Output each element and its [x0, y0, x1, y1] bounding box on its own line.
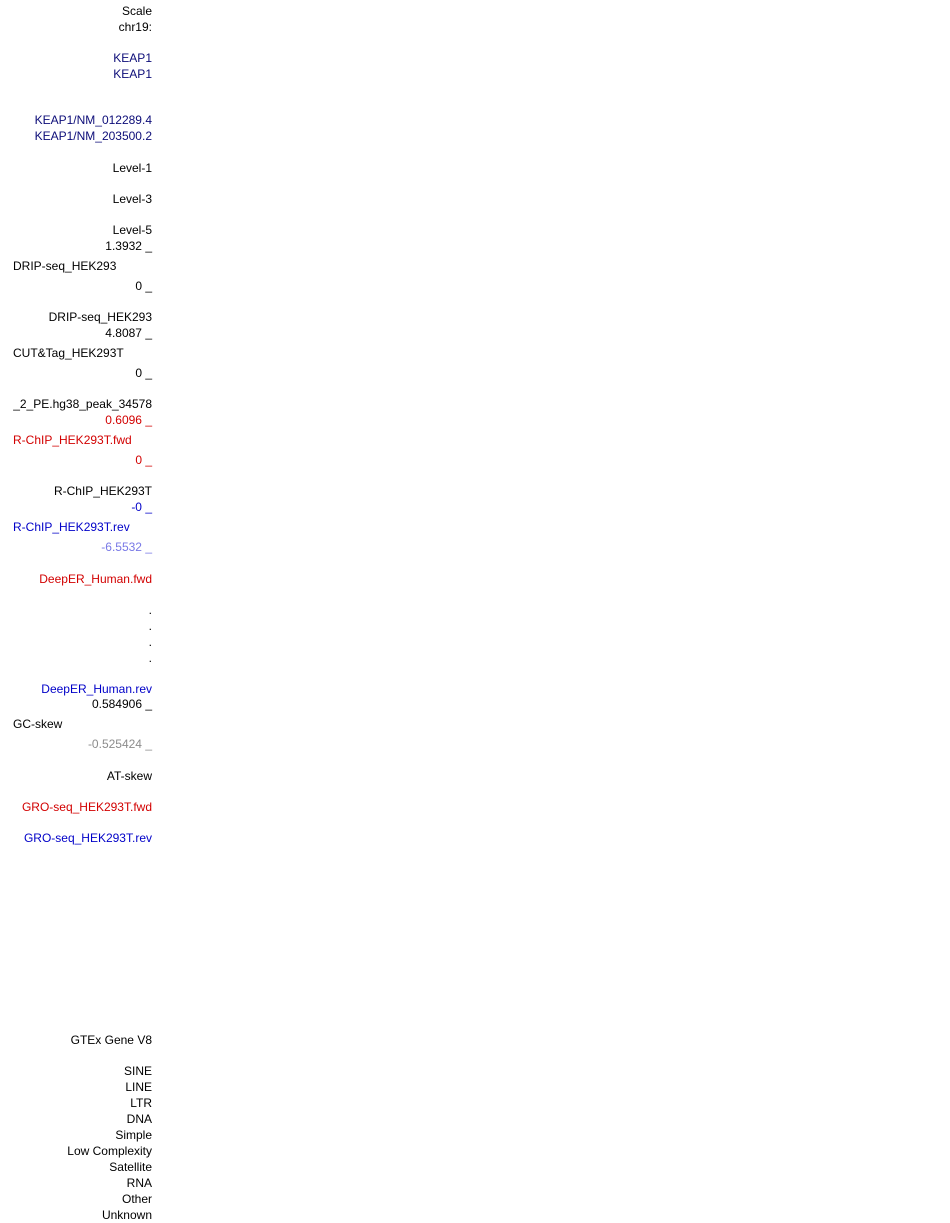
deeper-dot: .	[148, 651, 152, 665]
repeat-class-label: DNA	[126, 1112, 152, 1126]
transcript-label-2[interactable]: KEAP1/NM_203500.2	[34, 129, 152, 143]
rchip-fwd-track-label[interactable]: R-ChIP_HEK293T.fwd	[13, 433, 132, 447]
deeper-fwd-track-label[interactable]: DeepER_Human.fwd	[39, 572, 152, 586]
repeat-class-label: Unknown	[101, 1208, 152, 1222]
at-skew-track-label[interactable]: AT-skew	[106, 769, 152, 783]
repeat-class-label: LTR	[130, 1096, 152, 1110]
drip-max-value: 1.3932 _	[105, 239, 152, 253]
groseq-rev-track-label[interactable]: GRO-seq_HEK293T.rev	[23, 831, 152, 845]
rchip-fwd-min-value: 0 _	[135, 453, 152, 467]
repeat-class-label: Low Complexity	[67, 1144, 152, 1158]
gc-skew-track-label[interactable]: GC-skew	[13, 717, 63, 731]
repeat-class-label: SINE	[123, 1064, 152, 1078]
drip-min-value: 0 _	[135, 279, 152, 293]
transcript-label-1[interactable]: KEAP1/NM_012289.4	[34, 113, 152, 127]
repeat-class-label: LINE	[125, 1080, 152, 1094]
gc-skew-max-value: 0.584906 _	[91, 697, 152, 711]
deeper-rev-track-label[interactable]: DeepER_Human.rev	[41, 682, 152, 696]
cuttag-max-value: 4.8087 _	[105, 326, 152, 340]
deeper-dot: .	[148, 603, 152, 617]
rchip-rev-min-value: -6.5532 _	[101, 540, 152, 554]
level-1-label: Level-1	[112, 161, 152, 175]
chrom-label: chr19:	[118, 20, 152, 34]
scale-label: Scale	[121, 4, 152, 18]
deeper-dot: .	[148, 619, 152, 633]
rchip-track-label[interactable]: R-ChIP_HEK293T	[53, 484, 152, 498]
cuttag-min-value: 0 _	[135, 366, 152, 380]
gc-skew-min-value: -0.525424 _	[87, 737, 152, 751]
gtex-track-label[interactable]: GTEx Gene V8	[70, 1033, 152, 1047]
repeat-class-label: RNA	[126, 1176, 152, 1190]
gene-label-1[interactable]: KEAP1	[113, 51, 152, 65]
repeat-class-label: Simple	[115, 1128, 152, 1142]
groseq-fwd-track-label[interactable]: GRO-seq_HEK293T.fwd	[21, 800, 152, 814]
level-5-label: Level-5	[112, 223, 152, 237]
drip-track-label[interactable]: DRIP-seq_HEK293	[13, 259, 117, 273]
level-3-label: Level-3	[112, 192, 152, 206]
gene-label-2[interactable]: KEAP1	[113, 67, 152, 81]
repeat-class-label: Other	[121, 1192, 152, 1206]
cuttag-peak-label[interactable]: _2_PE.hg38_peak_34578	[13, 397, 152, 411]
repeat-class-label: Satellite	[109, 1160, 152, 1174]
drip-peak-label[interactable]: DRIP-seq_HEK293	[48, 310, 152, 324]
rchip-fwd-max-value: 0.6096 _	[105, 413, 152, 427]
deeper-dot: .	[148, 635, 152, 649]
rchip-rev-max-value: -0 _	[131, 500, 152, 514]
cuttag-track-label[interactable]: CUT&Tag_HEK293T	[13, 346, 124, 360]
rchip-rev-track-label[interactable]: R-ChIP_HEK293T.rev	[13, 520, 130, 534]
